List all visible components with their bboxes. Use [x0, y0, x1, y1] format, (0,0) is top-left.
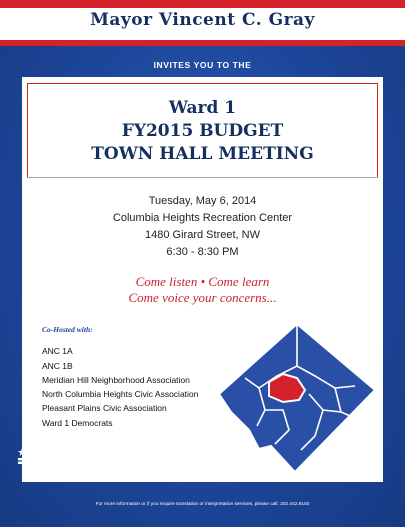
cohost-item: Meridian Hill Neighborhood Association [42, 375, 190, 385]
cohost-item: ANC 1A [42, 346, 73, 356]
cohost-item: Ward 1 Democrats [42, 418, 113, 428]
tagline-line-1: Come listen • Come learn [135, 274, 270, 289]
invites-line: INVITES YOU TO THE [153, 60, 252, 70]
event-venue: Columbia Heights Recreation Center [112, 212, 293, 224]
gov-line-1: Government of the [54, 450, 92, 455]
divider [27, 177, 378, 178]
cohost-item: North Columbia Heights Civic Association [42, 389, 199, 399]
event-title-line-1: Ward 1 [168, 98, 237, 118]
cohost-item: ANC 1B [42, 361, 73, 371]
gov-line-3: Vincent C. Gray, Mayor [54, 462, 101, 467]
dc-flag-stars-icon [18, 448, 46, 464]
cohost-item: Pleasant Plains Civic Association [42, 403, 167, 413]
gov-line-2: District of Columbia [54, 456, 94, 461]
event-title-line-2: FY2015 BUDGET [121, 121, 284, 141]
cohost-label: Co-Hosted with: [42, 325, 93, 334]
event-time: 6:30 - 8:30 PM [166, 246, 239, 258]
contact-footer: For more information or if you require translation or interpretation services, please call: 202.442.8150 [95, 502, 310, 507]
top-red-bar [0, 0, 405, 8]
tagline-line-2: Come voice your concerns... [128, 290, 277, 305]
event-address: 1480 Girard Street, NW [145, 229, 260, 241]
dc-ward-map-icon [215, 318, 380, 478]
event-date: Tuesday, May 6, 2014 [148, 195, 257, 207]
event-title-line-3: TOWN HALL MEETING [91, 144, 314, 164]
mayor-title: Mayor Vincent C. Gray [90, 10, 315, 30]
